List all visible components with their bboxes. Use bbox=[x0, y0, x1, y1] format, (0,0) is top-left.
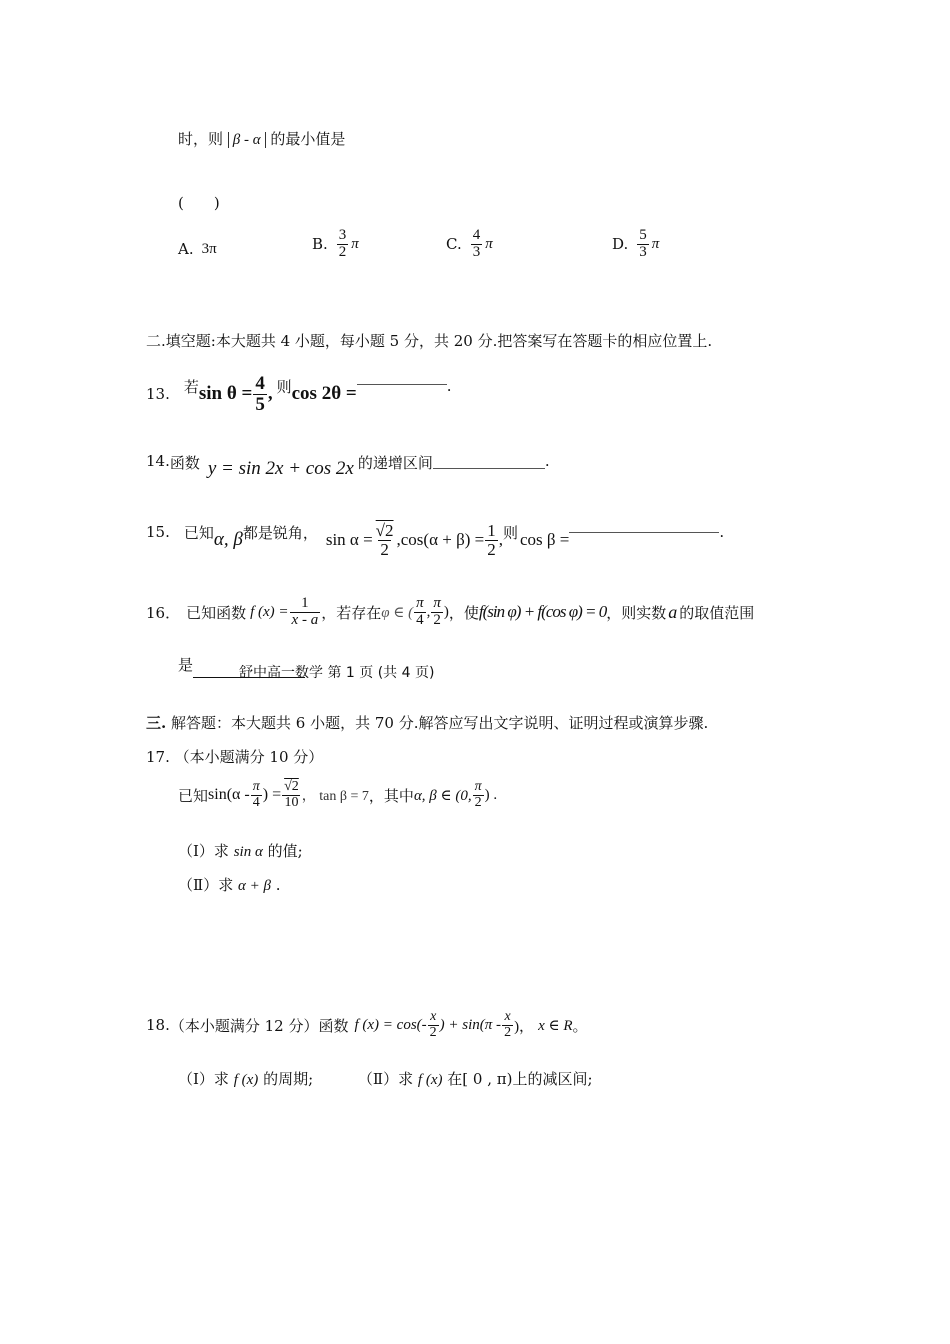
q17-sqrt2-10 bbox=[282, 780, 301, 810]
q14-suffix: 的递增区间 bbox=[357, 454, 433, 472]
q12-stem-end: 的最小值是 bbox=[270, 130, 346, 148]
q17-ab: α, β ∈ (0, bbox=[413, 787, 472, 804]
q12-abs-expr: β - α bbox=[228, 132, 266, 148]
question-number: 17. bbox=[146, 748, 170, 766]
q15 bbox=[146, 522, 724, 559]
fraction-denominator: 2 bbox=[474, 794, 482, 810]
q16-tail: ，则实数 bbox=[606, 603, 667, 622]
fraction-denominator: 4 bbox=[416, 611, 424, 628]
q18-score: （本小题满分 12 分）函数 bbox=[169, 1016, 349, 1035]
q17-end: ) . bbox=[484, 786, 498, 803]
q16-exists: ，若存在 bbox=[321, 603, 382, 622]
fraction-numerator: π bbox=[252, 779, 260, 794]
fraction-numerator: 4 bbox=[472, 227, 481, 243]
q14-expr: y = sin 2x + cos 2x bbox=[207, 458, 354, 479]
q16-answer-blank[interactable] bbox=[193, 677, 305, 678]
q18-part1: （Ⅰ）求 bbox=[178, 1070, 229, 1088]
section-3-num: 三. bbox=[146, 714, 167, 732]
q17-given bbox=[178, 780, 497, 810]
q15-answer-blank[interactable] bbox=[569, 532, 719, 533]
option-fraction bbox=[637, 228, 649, 261]
q15-prefix: 已知 bbox=[183, 523, 214, 542]
fraction-numerator: 1 bbox=[487, 521, 496, 540]
question-number: 13. bbox=[146, 385, 170, 404]
q17-pi4 bbox=[251, 780, 262, 810]
q16-a: a bbox=[668, 601, 678, 622]
q18-x2-b bbox=[502, 1010, 513, 1040]
q16-phi-in: φ ∈ ( bbox=[381, 604, 414, 621]
fraction-numerator: x bbox=[430, 1009, 437, 1024]
q18 bbox=[146, 1010, 588, 1040]
q17-pi2 bbox=[473, 780, 484, 810]
fraction-denominator: 10 bbox=[284, 794, 299, 810]
option-fraction bbox=[471, 228, 483, 261]
q16 bbox=[146, 596, 754, 629]
fraction-denominator: 4 bbox=[252, 794, 260, 810]
fraction-numerator: π bbox=[474, 779, 482, 794]
q16-line2-start: 是 bbox=[178, 656, 194, 674]
fraction-denominator: 3 bbox=[639, 243, 647, 260]
q13 bbox=[146, 374, 451, 415]
q15-cos-sum: ,cos(α + β) = bbox=[396, 530, 485, 550]
q16-prefix: 已知函数 bbox=[186, 603, 247, 622]
page-footer bbox=[193, 662, 434, 682]
fraction-numerator: √2 bbox=[284, 779, 299, 794]
q12-option-d[interactable] bbox=[612, 228, 659, 261]
option-fraction bbox=[337, 228, 349, 261]
q17-title bbox=[146, 746, 323, 767]
q17-score: （本小题满分 10 分） bbox=[174, 748, 324, 766]
fraction-denominator: 2 bbox=[380, 539, 389, 559]
q16-line2 bbox=[178, 654, 193, 675]
q17-part1 bbox=[178, 840, 303, 861]
q18-plus-sin: ) + sin(π - bbox=[439, 1016, 502, 1033]
section-2-heading: 二.填空题:本大题共 4 小题，每小题 5 分，共 20 分.把答案写在答题卡的相应位置上. bbox=[146, 332, 713, 350]
q16-shi: ，使 bbox=[448, 603, 479, 622]
q12-option-a[interactable] bbox=[178, 240, 217, 258]
fraction-denominator: x - a bbox=[291, 611, 319, 628]
q17-eq: ) = bbox=[262, 786, 282, 804]
q17-part1-end: 的值; bbox=[267, 842, 303, 860]
q17-part1-expr: sin α bbox=[233, 844, 263, 860]
q12-option-c[interactable] bbox=[446, 228, 493, 261]
fraction-numerator: 1 bbox=[301, 595, 309, 611]
q16-f-fraction bbox=[290, 596, 321, 629]
q17-given-label: 已知 bbox=[178, 786, 209, 805]
fraction-numerator: 3 bbox=[338, 227, 347, 243]
fraction-numerator: π bbox=[433, 595, 441, 611]
q14 bbox=[146, 452, 550, 480]
fraction-denominator: 2 bbox=[429, 1024, 437, 1040]
q15-ze: 则 bbox=[502, 523, 518, 542]
section-3-text: 解答题：本大题共 6 小题，共 70 分.解答应写出文字说明、证明过程或演算步骤. bbox=[171, 714, 709, 732]
fraction-denominator: 2 bbox=[504, 1024, 512, 1040]
q15-fraction-2 bbox=[485, 522, 498, 559]
q15-end: . bbox=[719, 523, 725, 542]
footer-text: 舒中高一数学 第 1 页 (共 4 页) bbox=[239, 665, 435, 681]
q17-tan: ， tan β = 7 bbox=[301, 789, 369, 805]
fraction-denominator: 3 bbox=[472, 243, 481, 260]
fraction-numerator: x bbox=[504, 1009, 511, 1024]
fraction-numerator: 5 bbox=[639, 227, 647, 243]
q18-x2-a bbox=[428, 1010, 439, 1040]
option-pi: π bbox=[485, 235, 493, 252]
q17-part1-label: （Ⅰ）求 bbox=[178, 842, 229, 860]
q15-vars: α, β bbox=[213, 529, 243, 551]
question-number: 14. bbox=[146, 452, 170, 470]
option-label: C. bbox=[446, 235, 462, 254]
q18-f-cos: f (x) = cos(- bbox=[354, 1016, 427, 1033]
q13-ruo: 若 bbox=[183, 377, 199, 396]
option-pi: π bbox=[351, 235, 359, 252]
fraction-numerator: π bbox=[416, 595, 424, 611]
fraction-denominator: 2 bbox=[487, 539, 496, 559]
q13-cos: cos 2θ = bbox=[291, 383, 357, 405]
q17-sin-expr: sin(α - bbox=[208, 786, 250, 804]
option-value: 3π bbox=[201, 240, 217, 257]
q16-sep: , bbox=[426, 603, 431, 620]
question-number: 15. bbox=[146, 523, 170, 542]
q12-stem bbox=[178, 128, 345, 149]
q12-stem-start: 时，则 bbox=[178, 130, 224, 148]
q14-prefix: 函数 bbox=[169, 454, 200, 472]
q13-fraction bbox=[253, 374, 267, 415]
q18-part1-fx: f (x) bbox=[233, 1072, 259, 1088]
q18-domain: x ∈ R bbox=[538, 1017, 573, 1034]
q12-answer-paren: ( ) bbox=[178, 194, 220, 212]
q16-pi2 bbox=[431, 596, 443, 629]
q13-end: . bbox=[446, 377, 452, 396]
option-label: B. bbox=[312, 235, 328, 254]
fraction-numerator: √2 bbox=[375, 521, 394, 540]
fraction-denominator: 5 bbox=[255, 393, 265, 415]
q15-mid: 都是锐角， bbox=[242, 523, 318, 542]
q16-f-lhs: f (x) = bbox=[250, 603, 289, 620]
q17-part2-end: . bbox=[275, 876, 281, 894]
section-3-heading bbox=[146, 712, 708, 733]
question-number: 16． bbox=[146, 603, 181, 622]
q16-condition: f(sin φ) + f(cos φ) = 0 bbox=[478, 602, 607, 622]
q18-part2-mid: 在[ 0 , π)上的减区间; bbox=[447, 1070, 593, 1088]
fraction-denominator: 2 bbox=[433, 611, 441, 628]
fraction-denominator: 2 bbox=[338, 243, 347, 260]
q15-fraction-1 bbox=[374, 522, 396, 559]
q15-comma: , bbox=[498, 530, 503, 550]
q17-part2-label: （Ⅱ）求 bbox=[178, 876, 234, 894]
q18-part2: （Ⅱ）求 bbox=[357, 1070, 414, 1088]
q16-pi4 bbox=[414, 596, 426, 629]
q17-part2 bbox=[178, 874, 281, 895]
q13-comma: , bbox=[267, 383, 273, 405]
option-pi: π bbox=[651, 235, 660, 252]
q13-answer-blank[interactable] bbox=[357, 384, 447, 385]
q15-cos-b: cos β = bbox=[520, 530, 570, 550]
option-label: A. bbox=[178, 240, 194, 258]
q13-sin: sin θ = bbox=[198, 383, 253, 405]
option-label: D. bbox=[612, 235, 629, 254]
q18-end: )， bbox=[514, 1018, 535, 1035]
q17-where: ，其中 bbox=[368, 786, 414, 805]
q18-part2-fx: f (x) bbox=[417, 1072, 443, 1088]
q18-parts bbox=[178, 1068, 593, 1089]
q16-tail2: 的取值范围 bbox=[679, 603, 755, 622]
q13-ze: 则 bbox=[276, 377, 292, 396]
q16-close: ) bbox=[443, 603, 449, 620]
q14-end: . bbox=[544, 452, 550, 470]
q18-dot: 。 bbox=[572, 1016, 588, 1035]
q17-part2-expr: α + β bbox=[237, 878, 271, 894]
question-number: 18. bbox=[146, 1016, 170, 1035]
fraction-numerator: 4 bbox=[255, 373, 265, 394]
q12-option-b[interactable] bbox=[312, 228, 359, 261]
q18-part1-end: 的周期; bbox=[263, 1070, 314, 1088]
q14-answer-blank[interactable] bbox=[433, 452, 545, 469]
q15-sin: sin α = bbox=[325, 530, 373, 550]
